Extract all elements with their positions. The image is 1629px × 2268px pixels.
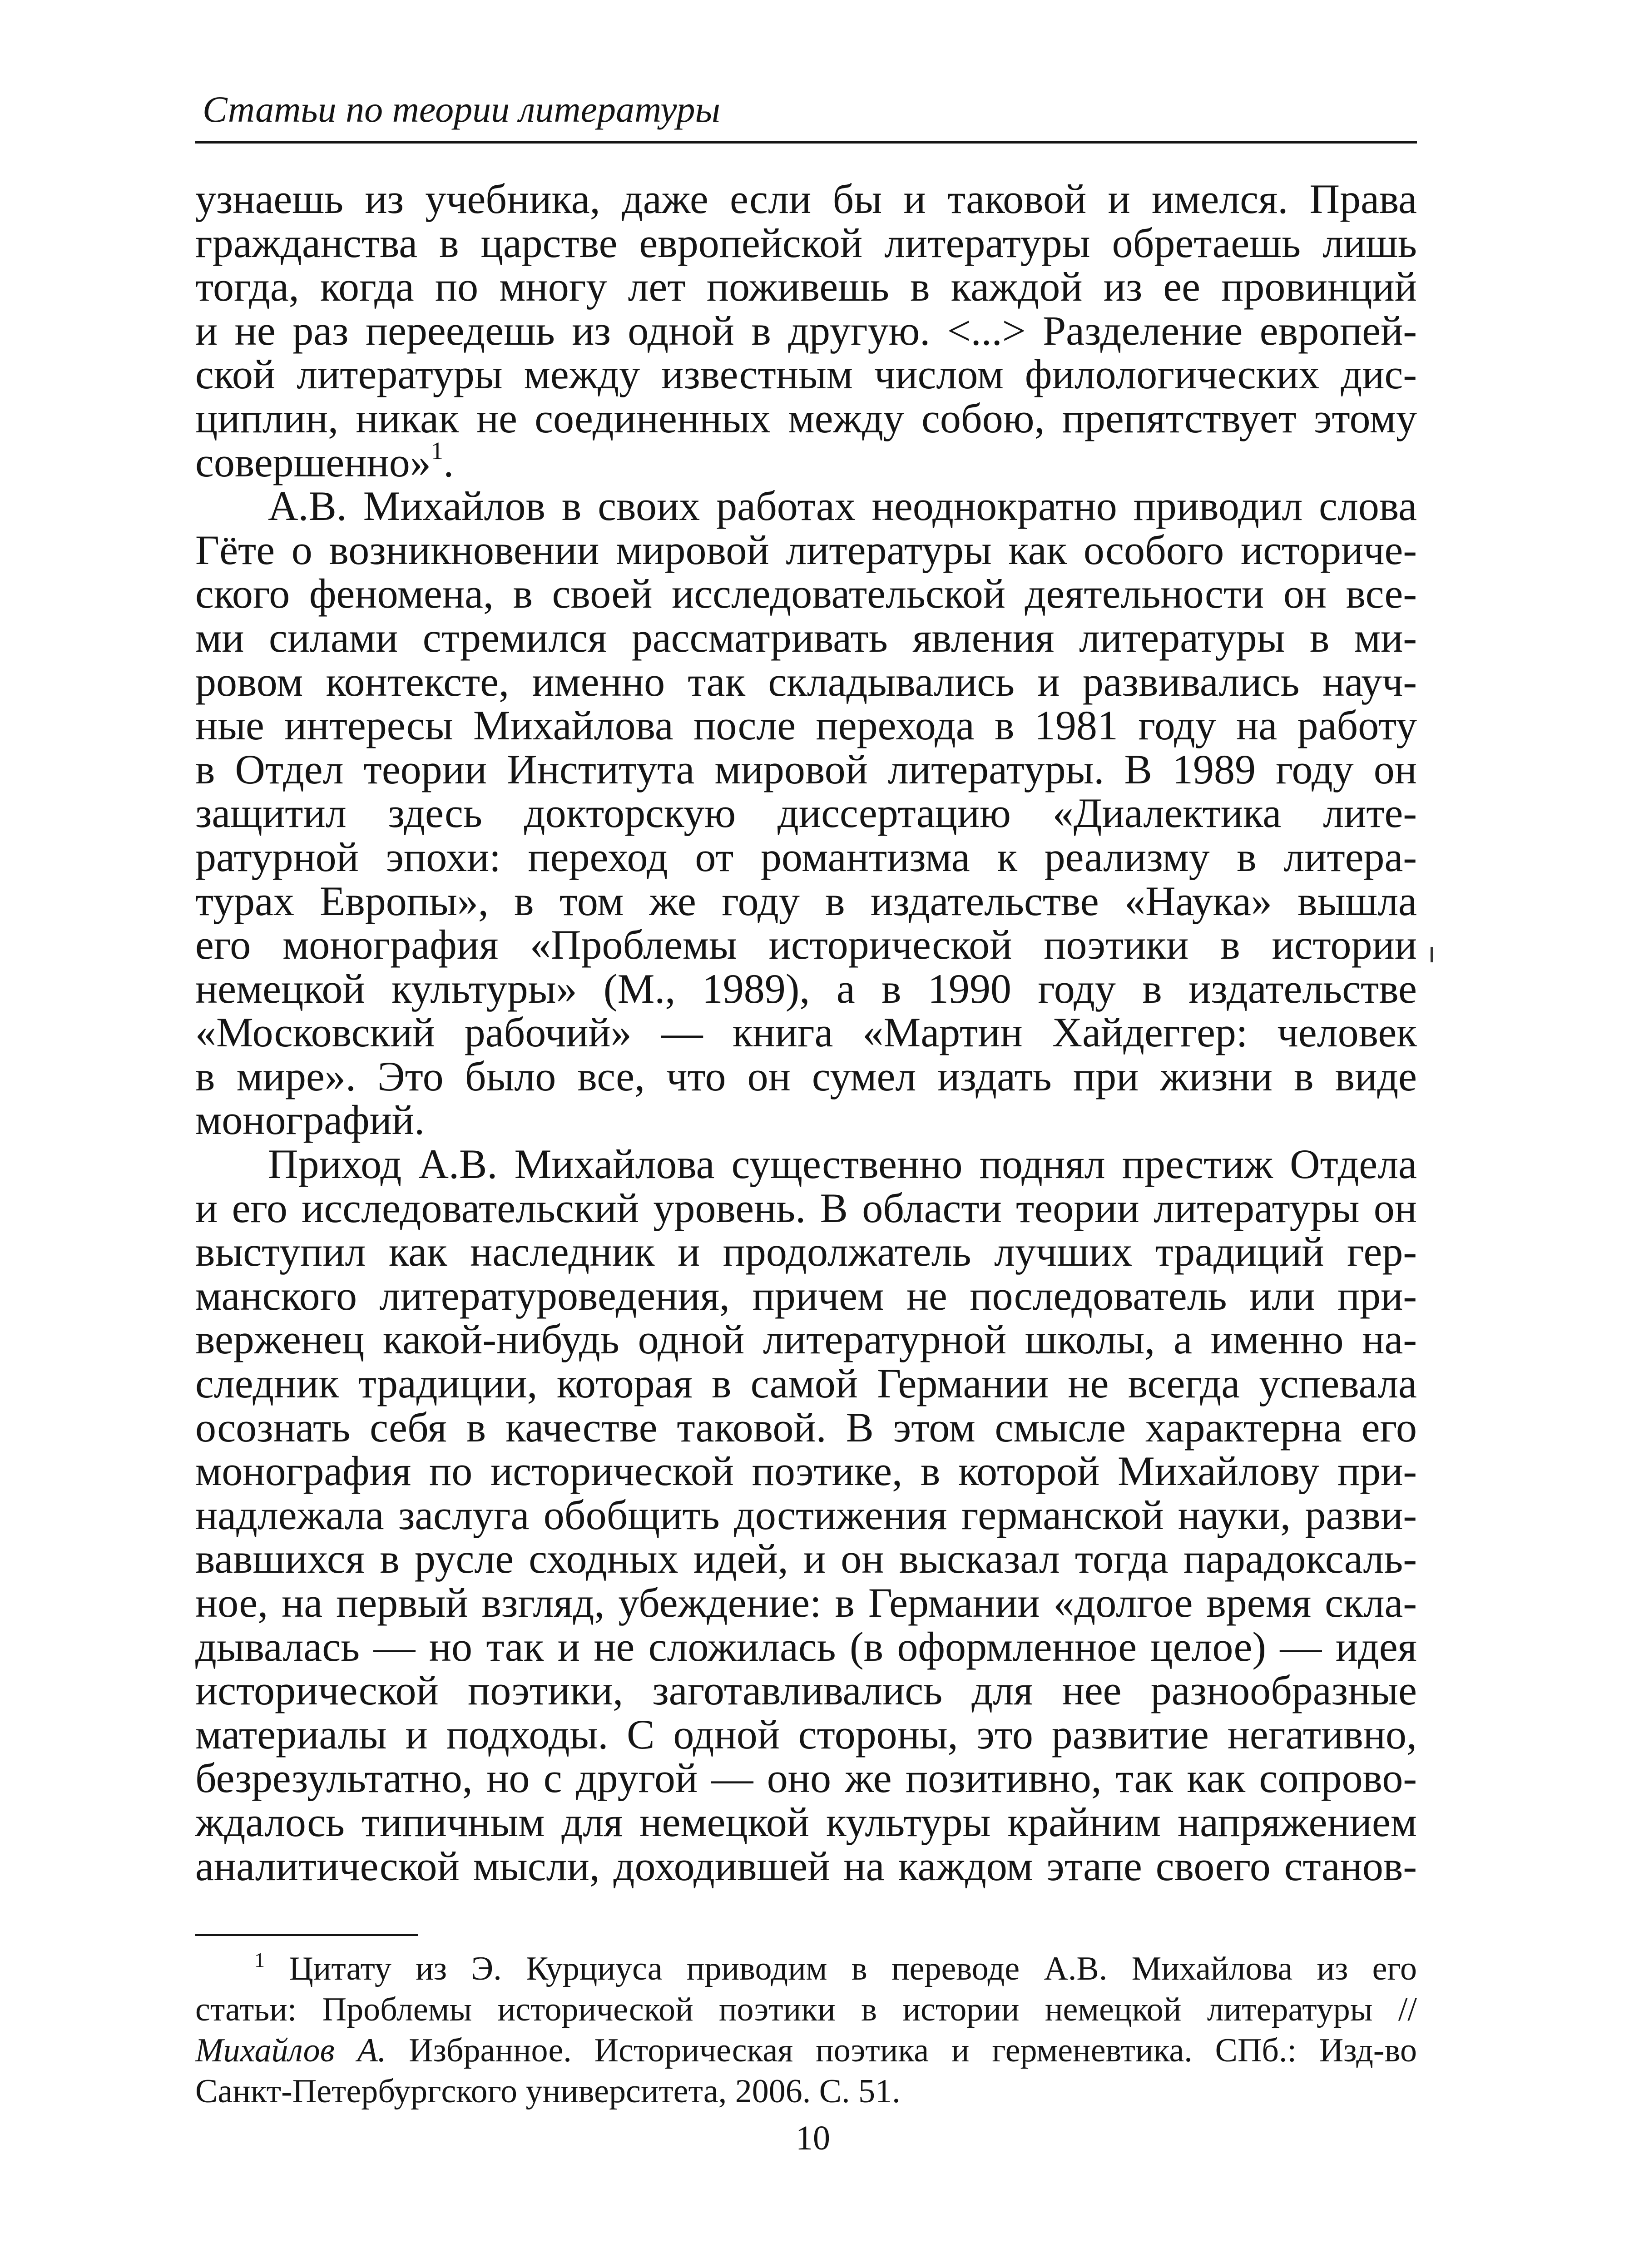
text-line: верженец какой-нибудь одной литературной школы, а именно на- xyxy=(195,1316,1417,1363)
text-line: ской литературы между известным числом филологических дис- xyxy=(195,351,1417,398)
footnote-line: статьи: Проблемы исторической поэтики в истории немецкой литературы // xyxy=(195,1991,1417,2028)
paragraph-first-line: А.В. Михайлов в своих работах неоднократно приводил слова xyxy=(268,483,1417,530)
main-text xyxy=(195,177,1417,1888)
text-line: ми силами стремился рассматривать явления литературы в ми- xyxy=(195,614,1417,661)
text-line: следник традиции, которая в самой Германии не всегда успевала xyxy=(195,1360,1417,1407)
text-line: манского литературоведения, причем не последователь или при- xyxy=(195,1272,1417,1319)
text-line: ского феномена, в своей исследовательской деятельности он все- xyxy=(195,570,1417,617)
text-line: «Московский рабочий» — книга «Мартин Хайдеггер: человек xyxy=(195,1009,1417,1056)
text-line: тогда, когда по многу лет поживешь в каждой из ее провинций xyxy=(195,263,1417,310)
text-line: защитил здесь докторскую диссертацию «Диалектика лите- xyxy=(195,790,1417,837)
text-line: дывалась — но так и не сложилась (в оформленное целое) — идея xyxy=(195,1623,1417,1670)
text-line: монография по исторической поэтике, в которой Михайлову при- xyxy=(195,1448,1417,1495)
footnote-line: Санкт-Петербургского университета, 2006. С. 51. xyxy=(195,2073,901,2110)
footnote-reference: 1 xyxy=(431,436,444,465)
text-line: гражданства в царстве европейской литературы обретаешь лишь xyxy=(195,219,1417,266)
text-line: ное, на первый взгляд, убеждение: в Германии «долгое время скла- xyxy=(195,1580,1417,1626)
text-line: выступил как наследник и продолжатель лучших традиций гер- xyxy=(195,1228,1417,1275)
header-rule xyxy=(195,141,1417,144)
margin-mark xyxy=(1431,947,1433,962)
note-ref-period: . xyxy=(443,439,454,485)
footnote-text: Цитату из Э. Курциуса приводим в переводе А.В. Михайлова из его xyxy=(289,1950,1417,1987)
text-line: в мире». Это было все, что он сумел издать при жизни в виде xyxy=(195,1053,1417,1099)
text-line: аналитической мысли, доходившей на каждом этапе своего станов- xyxy=(195,1842,1417,1889)
footnote xyxy=(195,1948,1417,2112)
text-line: надлежала заслуга обобщить достижения германской науки, разви- xyxy=(195,1491,1417,1538)
running-title: Статьи по теории литературы xyxy=(203,89,721,130)
text-line: материалы и подходы. С одной стороны, это развитие негативно, xyxy=(195,1711,1417,1758)
footnote-line xyxy=(195,1948,1417,1989)
text-line: ратурной эпохи: переход от романтизма к реализму в литера- xyxy=(195,833,1417,880)
text-line: турах Европы», в том же году в издательстве «Наука» вышла xyxy=(195,877,1417,924)
text-line: ждалось типичным для немецкой культуры крайним напряжением xyxy=(195,1798,1417,1845)
paragraph-first-line: Приход А.В. Михайлова существенно поднял престиж Отдела xyxy=(268,1141,1417,1188)
text-line: его монография «Проблемы исторической поэтики в истории xyxy=(195,921,1417,968)
footnote-author: Михайлов А. xyxy=(195,2032,386,2069)
text-line: в Отдел теории Института мировой литературы. В 1989 году он xyxy=(195,746,1417,792)
page-number: 10 xyxy=(796,2119,830,2157)
footnote-rule xyxy=(195,1934,418,1936)
text-line: ровом контексте, именно так складывались и развивались науч- xyxy=(195,658,1417,705)
text-line: ные интересы Михайлова после перехода в 1981 году на работу xyxy=(195,702,1417,749)
paragraph-last-line: монографий. xyxy=(195,1097,425,1144)
text-line: осознать себя в качестве таковой. В этом смысле характерна его xyxy=(195,1404,1417,1451)
text-line-content: совершенно» xyxy=(195,439,431,485)
footnote-text: Избранное. Историческая поэтика и герменевтика. СПб.: Изд-во xyxy=(386,2032,1417,2069)
text-line: вавшихся в русле сходных идей, и он высказал тогда парадоксаль- xyxy=(195,1535,1417,1582)
text-line: и его исследовательский уровень. В области теории литературы он xyxy=(195,1184,1417,1231)
footnote-line xyxy=(195,2030,1417,2071)
text-line: и не раз переедешь из одной в другую. <...> Разделение европей- xyxy=(195,307,1417,354)
text-line: узнаешь из учебника, даже если бы и таковой и имелся. Права xyxy=(195,176,1417,222)
footnote-number: 1 xyxy=(254,1948,265,1971)
text-line: немецкой культуры» (М., 1989), а в 1990 году в издательстве xyxy=(195,965,1417,1012)
text-line: безрезультатно, но с другой — оно же позитивно, так как сопрово- xyxy=(195,1755,1417,1802)
text-line: исторической поэтики, заготавливались для нее разнообразные xyxy=(195,1667,1417,1714)
text-line: Гёте о возникновении мировой литературы как особого историче- xyxy=(195,526,1417,573)
text-line-with-note-ref xyxy=(195,436,1417,485)
text-line: циплин, никак не соединенных между собою, препятствует этому xyxy=(195,395,1417,441)
